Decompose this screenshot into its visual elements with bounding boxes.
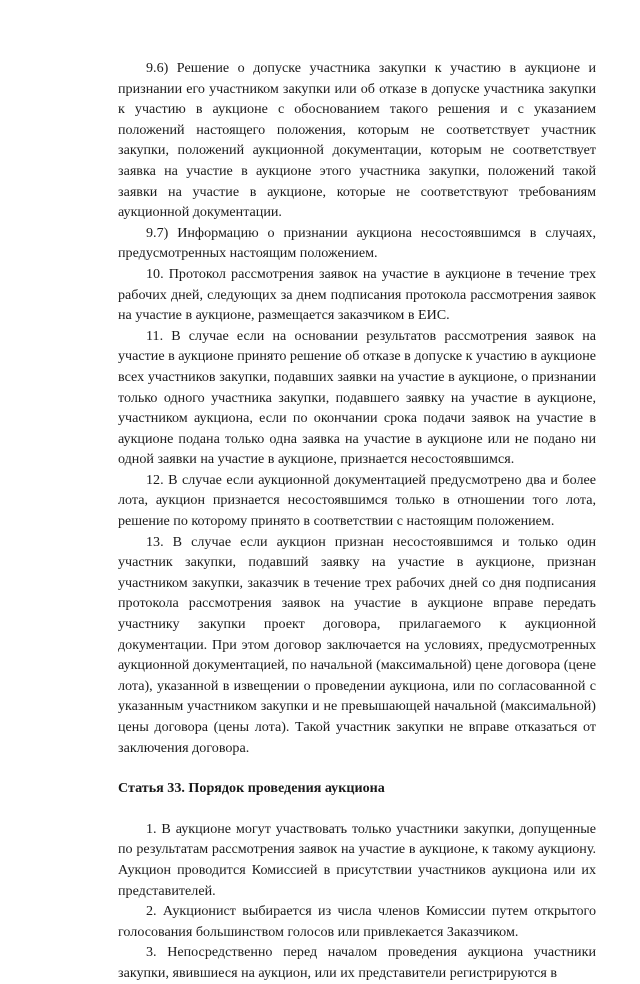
document-page xyxy=(118,58,596,984)
article-33-paragraph-3: 3. Непосредственно перед началом проведения аукциона участники закупки, явившиеся на аукцион, или их представители регистрируются в xyxy=(118,944,596,981)
paragraph-9-6: 9.6) Решение о допуске участника закупки к участию в аукционе и признании его участником закупки или об отказе в допуске участника закупки к участию в аукционе с обоснованием такого решения и с указанием положений настоящего положения, которым не соответствует участник закупки, положений аукционной документации, которым не соответствует заявка на участие в аукционе этого участника закупки, положений такой заявки на участие в аукционе, которые не соответствуют требованиям аукционной документации. xyxy=(118,60,596,221)
paragraph-9-7: 9.7) Информацию о признании аукциона несостоявшимся в случаях, предусмотренных настоящим положением. xyxy=(118,224,596,262)
paragraph-12: 12. В случае если аукционной документацией предусмотрено два и более лота, аукцион признается несостоявшимся только в отношении того лота, решение по которому принято в соответствии с настоящим положением. xyxy=(118,471,596,530)
article-33-paragraph-2: 2. Аукционист выбирается из числа членов Комиссии путем открытого голосования большинством голосов или привлекается Заказчиком. xyxy=(118,903,596,940)
paragraph-10: 10. Протокол рассмотрения заявок на участие в аукционе в течение трех рабочих дней, следующих за днем подписания протокола рассмотрения заявок на участие в аукционе, размещается заказчиком в ЕИС. xyxy=(118,265,596,324)
paragraph-11: 11. В случае если на основании результатов рассмотрения заявок на участие в аукционе принято решение об отказе в допуске к участию в аукционе всех участников закупки, подавших заявки на участие в аукционе, о признании только одного участника закупки, подавшего заявку на участие в аукционе, участником аукциона, если по окончании срока подачи заявок на участие в аукционе подана только одна заявка на участие в аукционе или не подано ни одной заявки на участие в аукционе, признается несостоявшимся. xyxy=(118,327,596,468)
paragraph-13: 13. В случае если аукцион признан несостоявшимся и только один участник закупки, подавший заявку на участие в аукционе, признан участником закупки, заказчик в течение трех рабочих дней со дня подписания протокола рассмотрения заявок на участие в аукционе вправе передать участнику закупки проект договора, прилагаемого к аукционной документации. При этом договор заключается на условиях, предусмотренных аукционной документацией, по начальной (максимальной) цене договора (цене лота), указанной в извещении о проведении аукциона, или по согласованной с указанным участником закупки и не превышающей начальной (максимальной) цены договора (цены лота). Такой участник закупки не вправе отказаться от заключения договора. xyxy=(118,533,596,756)
article-33-heading: Статья 33. Порядок проведения аукциона xyxy=(118,780,385,797)
article-33-paragraph-1: 1. В аукционе могут участвовать только участники закупки, допущенные по результатам рассмотрения заявок на участие в аукционе, к такому аукциону. Аукцион проводится Комиссией в присутствии участников аукциона или их представителей. xyxy=(118,820,596,899)
